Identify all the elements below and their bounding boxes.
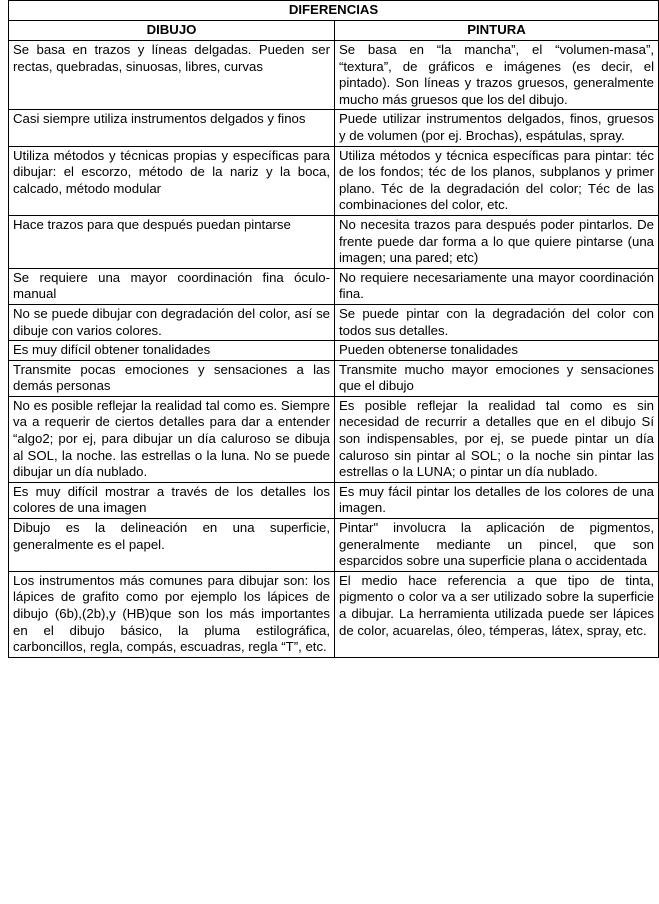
dibujo-cell: Hace trazos para que después puedan pintarse: [9, 215, 335, 268]
table-row: [9, 482, 659, 518]
dibujo-cell: Se requiere una mayor coordinación fina óculo-manual: [9, 268, 335, 304]
dibujo-cell: Dibujo es la delineación en una superficie, generalmente es el papel.: [9, 519, 335, 572]
pintura-cell: Pintar" involucra la aplicación de pigmentos, generalmente mediante un pincel, que son esparcidos sobre una superficie plana o accidentada: [335, 519, 659, 572]
table-row: [9, 571, 659, 657]
table-row: [9, 110, 659, 146]
table-row: [9, 215, 659, 268]
pintura-cell: Puede utilizar instrumentos delgados, finos, gruesos y de volumen (por ej. Brochas), espátulas, spray.: [335, 110, 659, 146]
pintura-cell: Se basa en “la mancha”, el “volumen-masa”, “textura”, de gráficos e imágenes (es decir, el pintado). Son líneas y trazos gruesos, generalmente mucho más gruesos que los del dibujo.: [335, 41, 659, 110]
pintura-cell: Se puede pintar con la degradación del color con todos sus detalles.: [335, 304, 659, 340]
pintura-cell: Es posible reflejar la realidad tal como es sin necesidad de recurrir a detalles que en el dibujo Sí son indispensables, por ej, se puede pintar un día caluroso sin pintar al SOL; o la noche sin pintar las estrellas o la LUNA; o pintar un día nublado.: [335, 396, 659, 482]
dibujo-cell: Los instrumentos más comunes para dibujar son: los lápices de grafito como por ejemplo los lápices de dibujo (6b),(2b),y (HB)que son los más importantes en el dibujo básico, la pluma estilográfica, carboncillos, regla, compás, escuadras, regla “T”, etc.: [9, 571, 335, 657]
table-row: [9, 304, 659, 340]
pintura-cell: No necesita trazos para después poder pintarlos. De frente puede dar forma a lo que quiere pintarse (una imagen; una pared; etc): [335, 215, 659, 268]
table-row: [9, 146, 659, 215]
dibujo-cell: Transmite pocas emociones y sensaciones a las demás personas: [9, 360, 335, 396]
pintura-cell: Pueden obtenerse tonalidades: [335, 341, 659, 361]
table-row: [9, 360, 659, 396]
dibujo-cell: Se basa en trazos y líneas delgadas. Pueden ser rectas, quebradas, sinuosas, libres, curvas: [9, 41, 335, 110]
column-header-dibujo: DIBUJO: [9, 21, 335, 41]
table-row: [9, 268, 659, 304]
dibujo-cell: Es muy difícil obtener tonalidades: [9, 341, 335, 361]
table-title: DIFERENCIAS: [9, 1, 659, 21]
dibujo-cell: Casi siempre utiliza instrumentos delgados y finos: [9, 110, 335, 146]
table-row: [9, 341, 659, 361]
pintura-cell: El medio hace referencia a que tipo de tinta, pigmento o color va a ser utilizado sobre la superficie a dibujar. La herramienta utilizada puede ser lápices de color, acuarelas, óleo, témperas, látex, spray, etc.: [335, 571, 659, 657]
pintura-cell: Es muy fácil pintar los detalles de los colores de una imagen.: [335, 482, 659, 518]
pintura-cell: No requiere necesariamente una mayor coordinación fina.: [335, 268, 659, 304]
dibujo-cell: No se puede dibujar con degradación del color, así se dibuje con varios colores.: [9, 304, 335, 340]
column-header-pintura: PINTURA: [335, 21, 659, 41]
table-row: [9, 519, 659, 572]
dibujo-cell: Es muy difícil mostrar a través de los detalles los colores de una imagen: [9, 482, 335, 518]
pintura-cell: Transmite mucho mayor emociones y sensaciones que el dibujo: [335, 360, 659, 396]
dibujo-cell: No es posible reflejar la realidad tal como es. Siempre va a requerir de ciertos detalles para dar a entender “algo2; por ej, para dibujar un día caluroso se dibuja al SOL, la noche. las estrellas o la luna. No se puede dibujar un día nublado.: [9, 396, 335, 482]
table-row: [9, 41, 659, 110]
differences-table: [8, 0, 659, 658]
table-row: [9, 396, 659, 482]
dibujo-cell: Utiliza métodos y técnicas propias y específicas para dibujar: el escorzo, método de la nariz y la boca, calcado, método modular: [9, 146, 335, 215]
pintura-cell: Utiliza métodos y técnica específicas para pintar: téc de los fondos; téc de los planos, subplanos y primer plano. Téc de la degradación del color; Téc de las combinaciones del color, etc.: [335, 146, 659, 215]
